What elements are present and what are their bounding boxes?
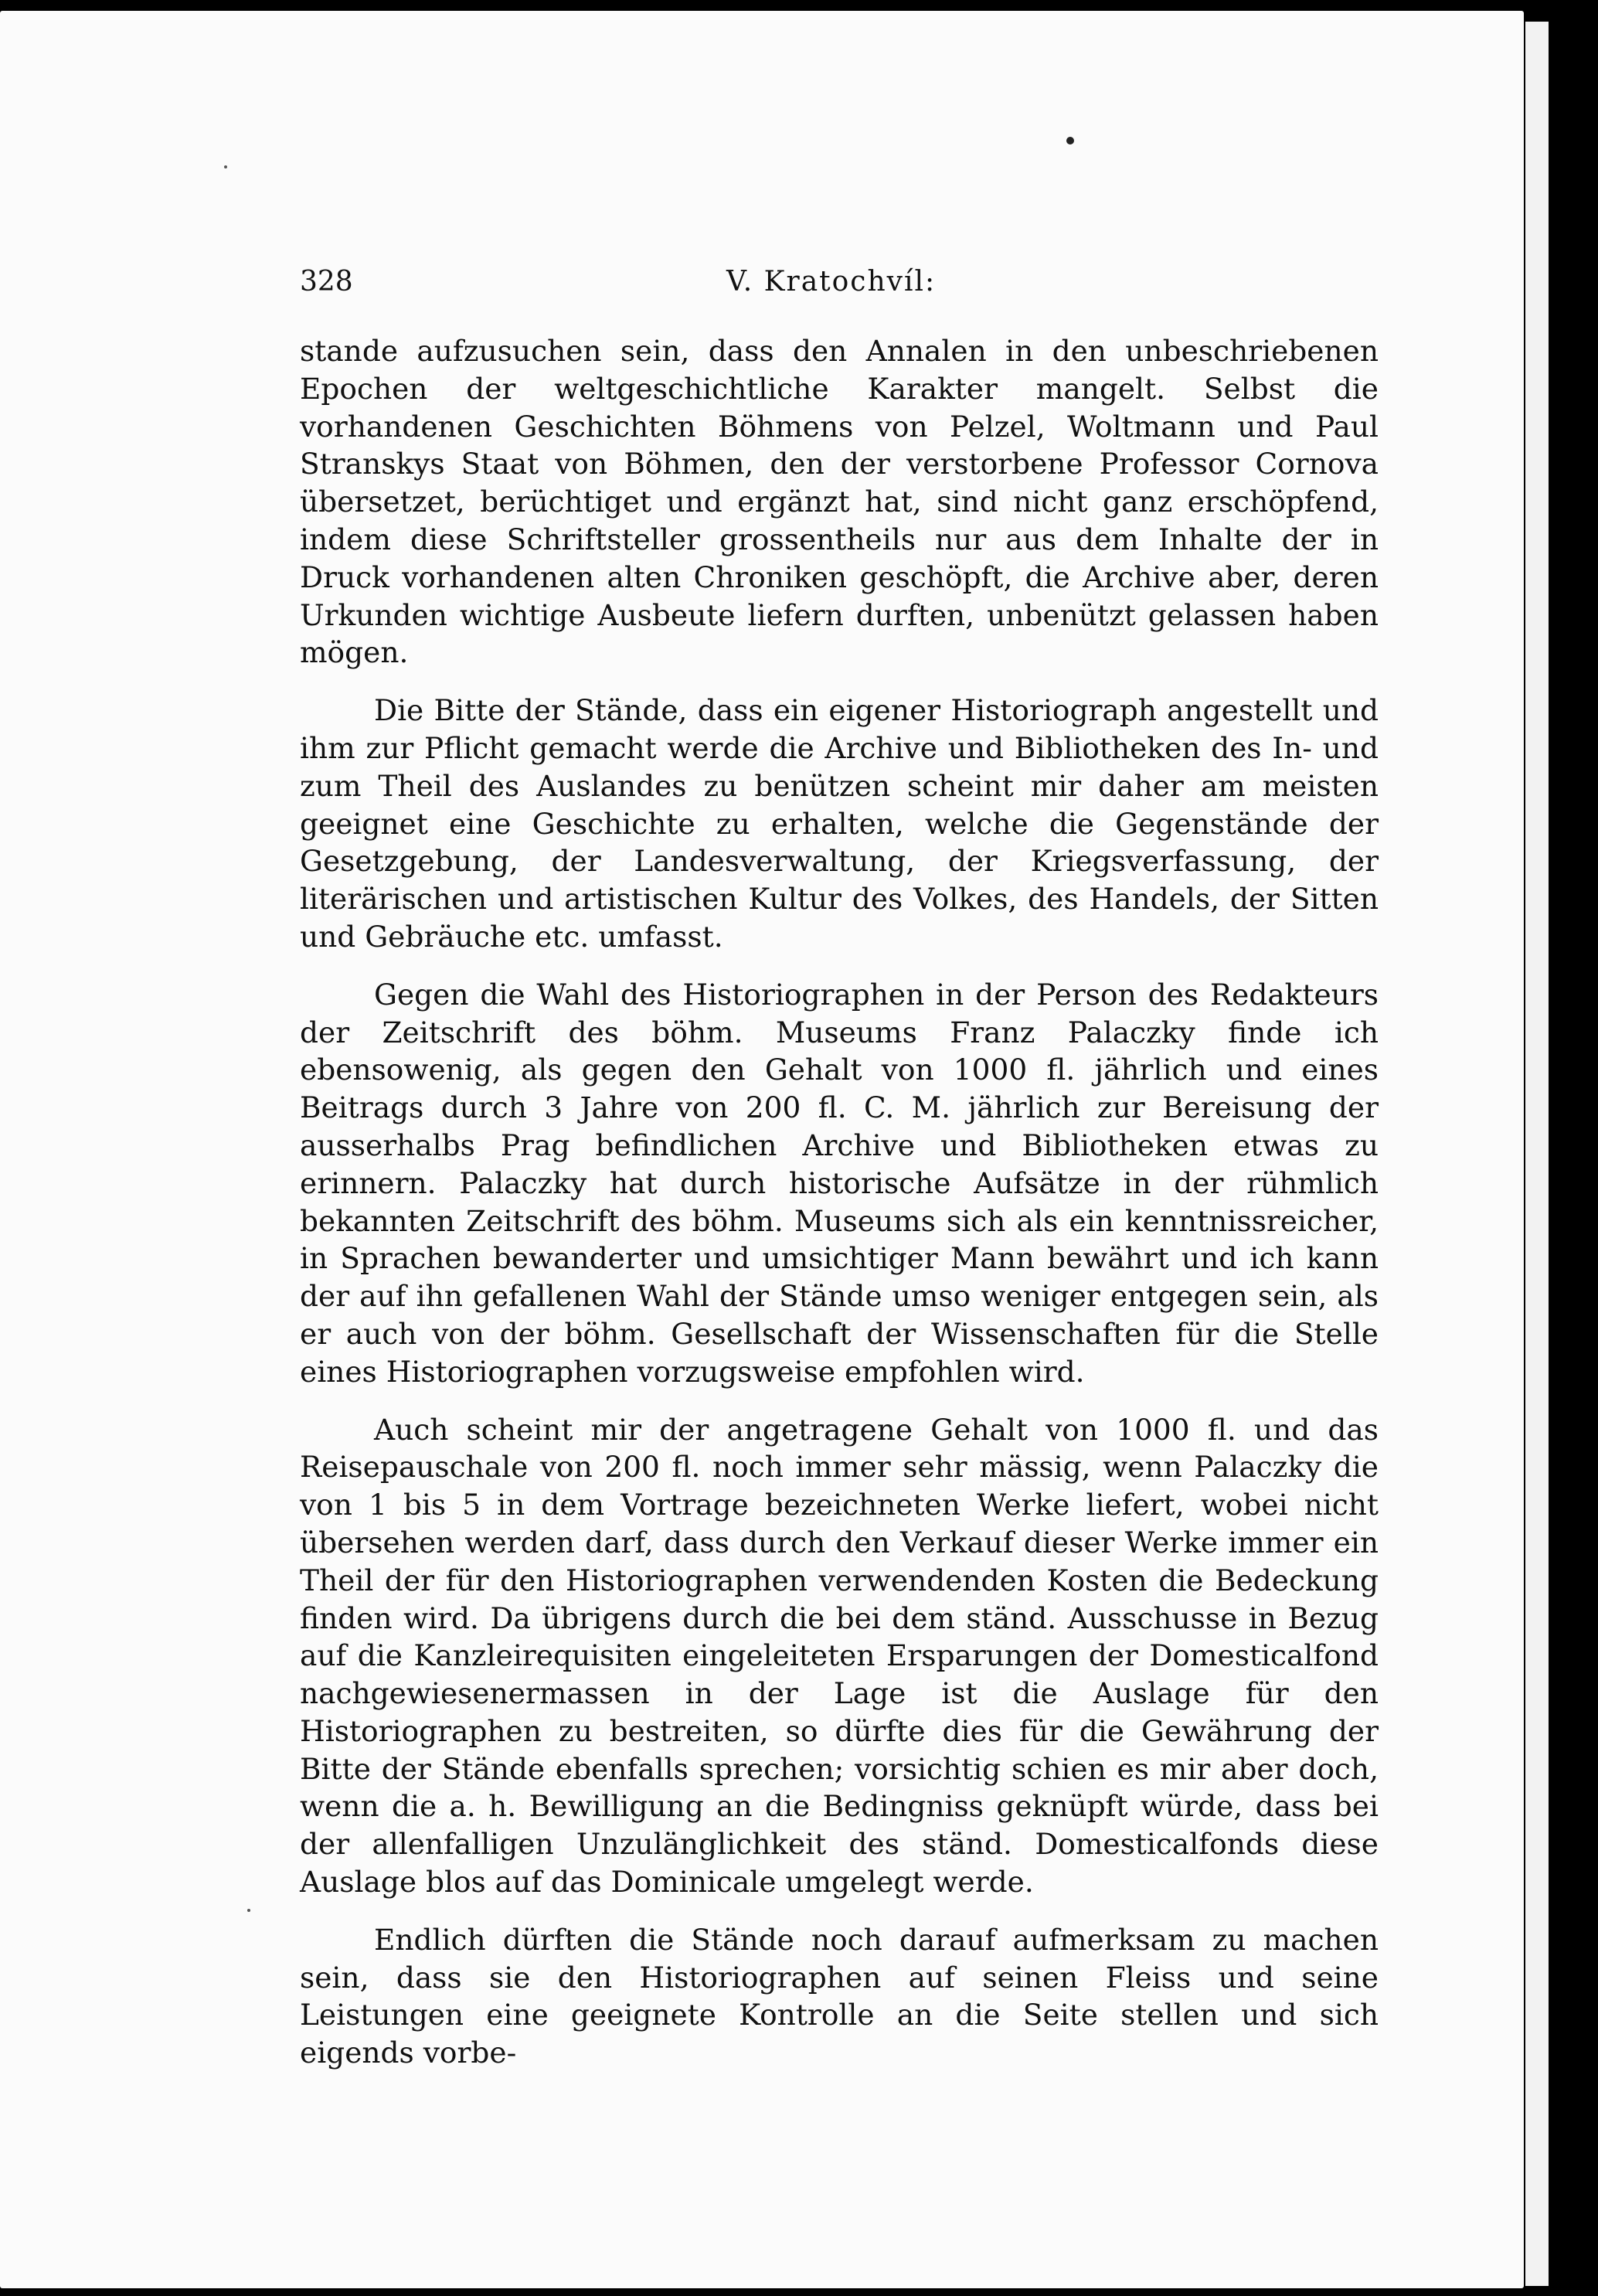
paragraph: Gegen die Wahl des Historiographen in der Person des Redakteurs der Zeitschrift des böhm. Museums Franz Palaczky finde ich ebensowenig, als gegen den Gehalt von 1000 fl. jährlich und eines Beitrags durch 3 Jahre von 200 fl. C. M. jährlich zur Bereisung der ausserhalbs Prag befindlichen Archive und Bibliotheken etwas zu erinnern. Palaczky hat durch historische Aufsätze in der rühmlich bekannten Zeitschrift des böhm. Museums sich als ein kenntnissreicher, in Sprachen bewanderter und umsichtiger Mann bewährt und ich kann der auf ihn gefallenen Wahl der Stände umso weniger entgegen sein, als er auch von der böhm. Gesellschaft der Wissenschaften für die Stelle eines Historiographen vorzugsweise empfohlen wird. xyxy=(300,977,1379,1389)
scan-speck xyxy=(224,165,227,168)
scan-dot xyxy=(1066,137,1074,145)
body-text xyxy=(300,332,1379,2092)
running-head: V. Kratochvíl: xyxy=(726,266,937,298)
scan-speck xyxy=(247,1909,250,1912)
page-edge xyxy=(1525,22,1549,2286)
page-header xyxy=(300,266,1382,308)
paragraph: Die Bitte der Stände, dass ein eigener Historiograph angestellt und ihm zur Pflicht gemacht werde die Archive und Bibliotheken des In- und zum Theil des Auslandes zu benützen scheint mir daher am meisten geeignet eine Geschichte zu erhalten, welche die Gegenstände der Gesetzgebung, der Landesverwaltung, der Kriegsverfassung, der literärischen und artistischen Kultur des Volkes, des Handels, der Sitten und Gebräuche etc. umfasst. xyxy=(300,693,1379,954)
page-number: 328 xyxy=(300,266,353,298)
paragraph: Endlich dürften die Stände noch darauf aufmerksam zu machen sein, dass sie den Historiographen auf seinen Fleiss und seine Leistungen eine geeignete Kontrolle an die Seite stellen und sich eigends vorbe- xyxy=(300,1922,1379,2070)
paragraph: stande aufzusuchen sein, dass den Annalen in den unbeschriebenen Epochen der weltgeschichtliche Karakter mangelt. Selbst die vorhandenen Geschichten Böhmens von Pelzel, Woltmann und Paul Stranskys Staat von Böhmen, den der verstorbene Professor Cornova übersetzet, berüchtiget und ergänzt hat, sind nicht ganz erschöpfend, indem diese Schriftsteller grossentheils nur aus dem Inhalte der in Druck vorhandenen alten Chroniken geschöpft, die Archive aber, deren Urkunden wichtige Ausbeute liefern durften, unbenützt gelassen haben mögen. xyxy=(300,334,1379,670)
paragraph: Auch scheint mir der angetragene Gehalt von 1000 fl. und das Reisepauschale von 200 fl. noch immer sehr mässig, wenn Palaczky die von 1 bis 5 in dem Vortrage bezeichneten Werke liefert, wobei nicht übersehen werden darf, dass durch den Verkauf dieser Werke immer ein Theil der für den Historiographen verwendenden Kosten die Bedeckung finden wird. Da übrigens durch die bei dem ständ. Ausschusse in Bezug auf die Kanzleirequisiten eingeleiteten Ersparungen der Domesticalfond nachgewiesenermassen in der Lage ist die Auslage für den Historiographen zu bestreiten, so dürfte dies für die Gewährung der Bitte der Stände ebenfalls sprechen; vorsichtig schien es mir aber doch, wenn die a. h. Bewilligung an die Bedingniss geknüpft würde, dass bei der allenfalligen Unzulänglichkeit des ständ. Domesticalfonds diese Auslage blos auf das Dominicale umgelegt werde. xyxy=(300,1412,1379,1900)
